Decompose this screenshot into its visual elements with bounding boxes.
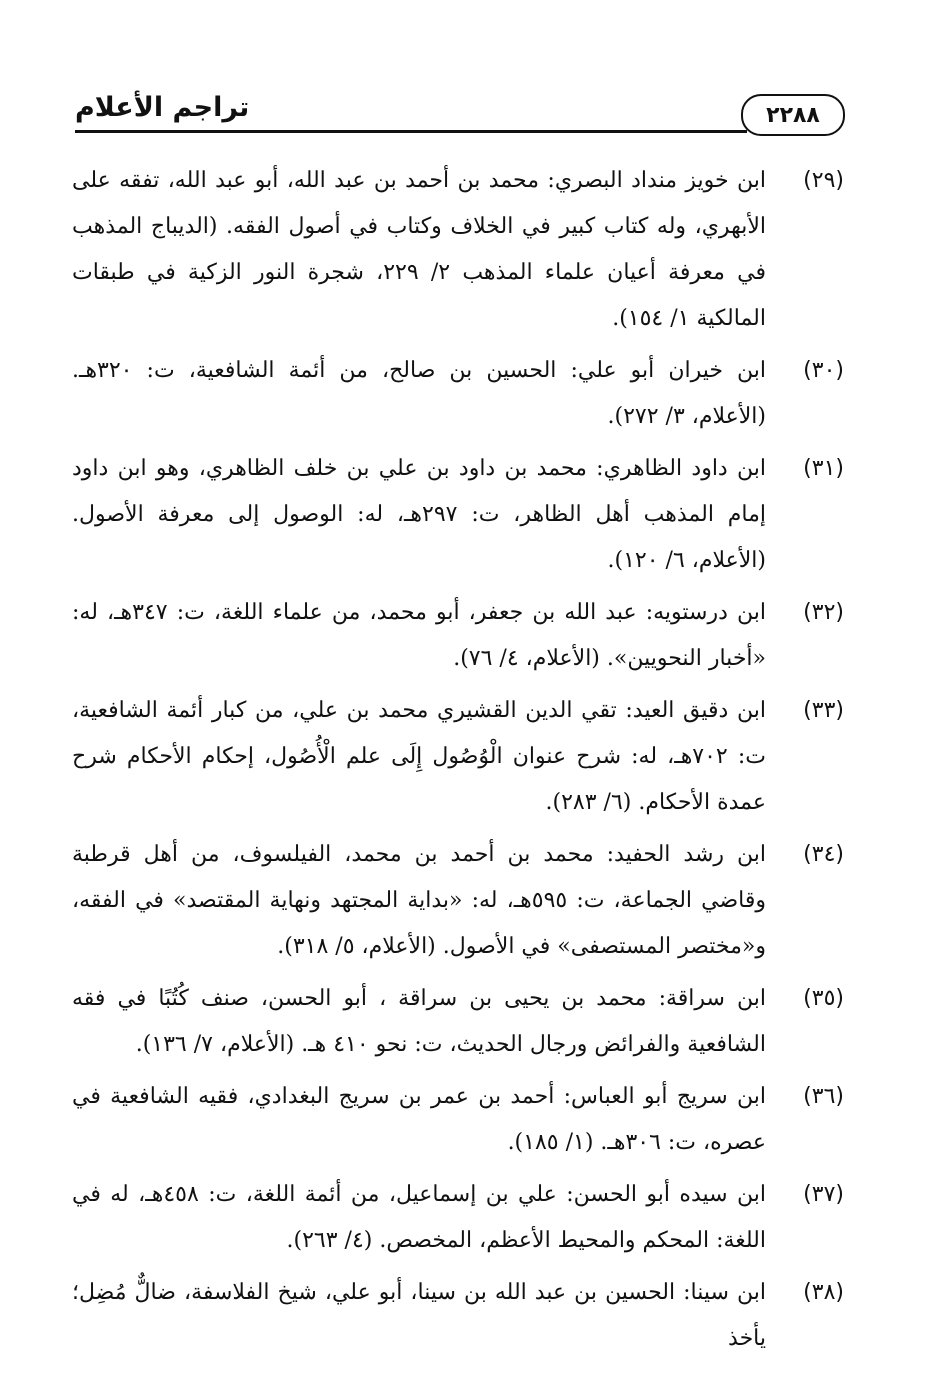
- entry-text: ابن سريج أبو العباس: أحمد بن عمر بن سريج البغدادي، فقيه الشافعية في عصره، ت: ٣٠٦هـ. (١/ ١٨٥).: [72, 1084, 766, 1155]
- biography-entry: [72, 832, 844, 970]
- biography-entry: [72, 348, 844, 440]
- entry-text: ابن سينا: الحسين بن عبد الله بن سينا، أبو علي، شيخ الفلاسفة، ضالٌّ مُضِل؛ يأخذ: [72, 1280, 766, 1351]
- biography-entry: [72, 446, 844, 584]
- page-number: ٢٢٨٨: [741, 94, 845, 136]
- entry-number: (٣٧): [803, 1182, 844, 1207]
- entry-text: ابن درستويه: عبد الله بن جعفر، أبو محمد، من علماء اللغة، ت: ٣٤٧هـ، له: «أخبار النحويين». (الأعلام، ٤/ ٧٦).: [72, 600, 766, 671]
- biography-entry: [72, 688, 844, 826]
- biography-entry: [72, 976, 844, 1068]
- page-header: [75, 90, 845, 138]
- entry-text: ابن داود الظاهري: محمد بن داود بن علي بن خلف الظاهري، وهو ابن داود إمام المذهب أهل الظاهر، ت: ٢٩٧هـ، له: الوصول إلى معرفة الأصول. (الأعلام، ٦/ ١٢٠).: [72, 456, 766, 573]
- entry-number: (٣٨): [803, 1280, 844, 1305]
- entry-text: ابن سراقة: محمد بن يحيى بن سراقة ، أبو الحسن، صنف كُتُبًا في فقه الشافعية والفرائض ورجال الحديث، ت: نحو ٤١٠ هـ. (الأعلام، ٧/ ١٣٦).: [72, 986, 766, 1057]
- entry-number: (٣٢): [803, 600, 844, 625]
- biography-list: [72, 158, 844, 1368]
- biography-entry: [72, 158, 844, 342]
- entry-number: (٣٥): [803, 986, 844, 1011]
- entry-text: ابن سيده أبو الحسن: علي بن إسماعيل، من أئمة اللغة، ت: ٤٥٨هـ، له في اللغة: المحكم والمحيط الأعظم، المخصص. (٤/ ٢٦٣).: [72, 1182, 766, 1253]
- entry-text: ابن خويز منداد البصري: محمد بن أحمد بن عبد الله، أبو عبد الله، تفقه على الأبهري، وله كتاب كبير في الخلاف وكتاب في أصول الفقه. (الديباج المذهب في معرفة أعيان علماء المذهب ٢/ ٢٢٩، شجرة النور الزكية في طبقات المالكية ١/ ١٥٤).: [72, 168, 767, 331]
- biography-entry: [72, 1074, 844, 1166]
- entry-number: (٣٦): [803, 1084, 844, 1109]
- running-title: تراجم الأعلام: [75, 92, 250, 123]
- entry-number: (٣٣): [803, 698, 844, 723]
- biography-entry: [72, 590, 844, 682]
- header-rule: [75, 130, 747, 133]
- entry-text: ابن دقيق العيد: تقي الدين القشيري محمد بن علي، من كبار أئمة الشافعية، ت: ٧٠٢هـ، له: شرح عنوان الْوُصُول إِلَى علم الْأُصُول، إحكام الأحكام شرح عمدة الأحكام. (٦/ ٢٨٣).: [72, 698, 766, 815]
- entry-number: (٢٩): [803, 168, 844, 193]
- biography-entry: [72, 1270, 844, 1362]
- entry-number: (٣٤): [803, 842, 844, 867]
- entry-number: (٣١): [803, 456, 844, 481]
- entry-number: (٣٠): [803, 358, 844, 383]
- entry-text: ابن رشد الحفيد: محمد بن أحمد بن محمد، الفيلسوف، من أهل قرطبة وقاضي الجماعة، ت: ٥٩٥هـ، له: «بداية المجتهد ونهاية المقتصد» في الفقه، و«مختصر المستصفى» في الأصول. (الأعلام، ٥/ ٣١٨).: [72, 842, 766, 959]
- entry-text: ابن خيران أبو علي: الحسين بن صالح، من أئمة الشافعية، ت: ٣٢٠هـ. (الأعلام، ٣/ ٢٧٢).: [72, 358, 766, 429]
- biography-entry: [72, 1172, 844, 1264]
